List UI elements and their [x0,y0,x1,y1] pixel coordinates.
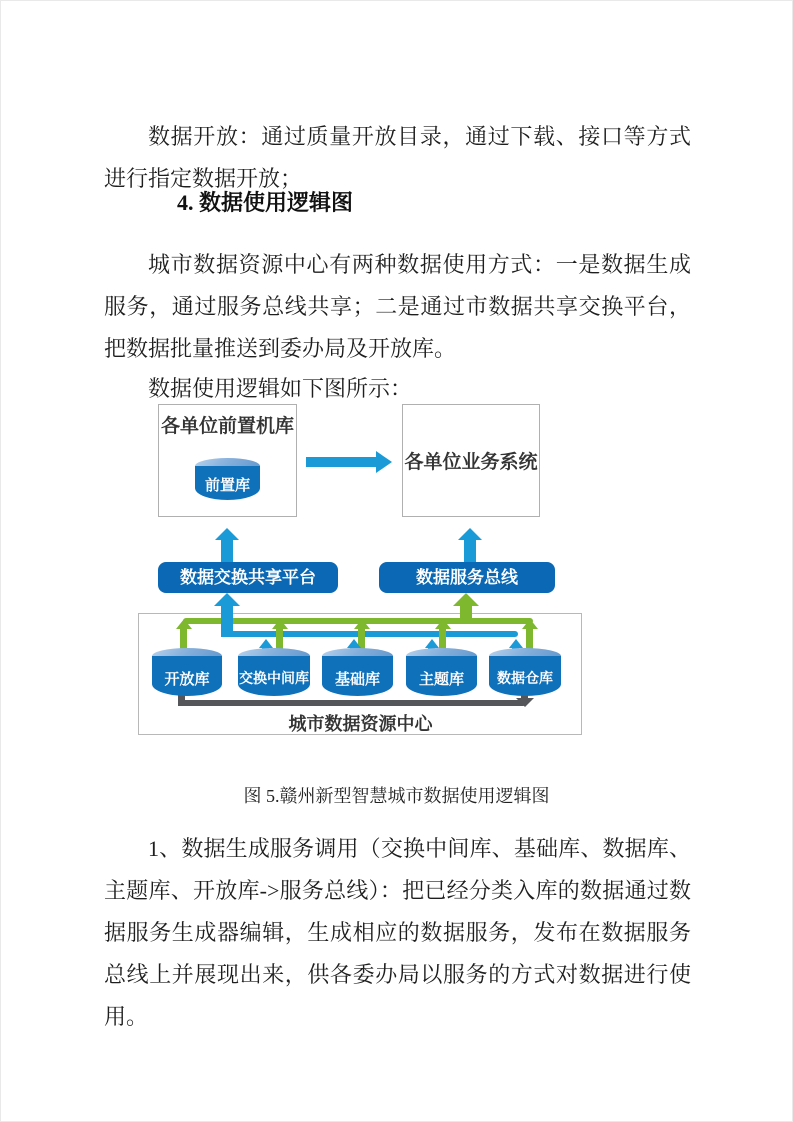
warehouse-db-label: 数据仓库 [497,670,553,686]
open-db-label: 开放库 [164,671,210,688]
cylinder-base-db [322,648,393,696]
front-db-label: 前置库 [204,477,250,494]
paragraph-figure-lead: 数据使用逻辑如下图所示： [148,376,413,401]
dark-return-arrow-into-open-db [178,695,185,706]
service-bus-box [379,562,555,593]
theme-db-label: 主题库 [418,671,464,688]
business-system-label: 各单位业务系统 [404,452,538,473]
exchange-platform-label: 数据交换共享平台 [180,568,316,587]
cylinder-open-db [152,648,222,696]
exchange-platform-box [158,562,338,593]
front-unit-box [158,404,297,517]
arrow-exchange-to-front [221,540,233,562]
base-db-label: 基础库 [334,671,380,688]
arrow-line-to-exchange-platform [221,606,233,637]
dark-return-line [180,700,526,706]
cylinder-theme-db [406,648,477,696]
paragraph-usage-modes: 城市数据资源中心有两种数据使用方式：一是数据生成服务，通过服务总线共享；二是通过市数据共享交换平台，把数据批量推送到委办局及开放库。 [104,252,691,361]
arrow-bus-to-business [464,540,476,562]
arrow-front-to-business [306,457,376,467]
paragraph-service-call: 1、数据生成服务调用（交换中间库、基础库、数据库、主题库、开放库->服务总线）：把已经分类入库的数据通过数据服务生成器编辑，生成相应的数据服务，发布在数据服务总线上并展现出来，供各委办局以服务的方式对数据进行使用。 [104,836,691,1029]
cylinder-exchange-mid-db [238,648,310,696]
front-unit-title: 各单位前置机库 [160,416,294,437]
paragraph-data-open: 数据开放：通过质量开放目录，通过下载、接口等方式进行指定数据开放； [104,124,691,191]
front-db-cylinder [195,458,260,500]
exchange-mid-db-label: 交换中间库 [239,670,309,686]
arrow-line-to-service-bus [460,606,472,624]
business-system-box [402,404,540,517]
blue-exchange-line [221,631,518,637]
section-heading: 4. 数据使用逻辑图 [177,190,354,215]
figure-caption: 图 5.赣州新型智慧城市数据使用逻辑图 [243,786,550,806]
figure-data-usage-logic [138,398,584,740]
cylinder-warehouse-db [489,648,561,696]
resource-center-label: 城市数据资源中心 [288,714,433,734]
service-bus-label: 数据服务总线 [416,568,518,587]
